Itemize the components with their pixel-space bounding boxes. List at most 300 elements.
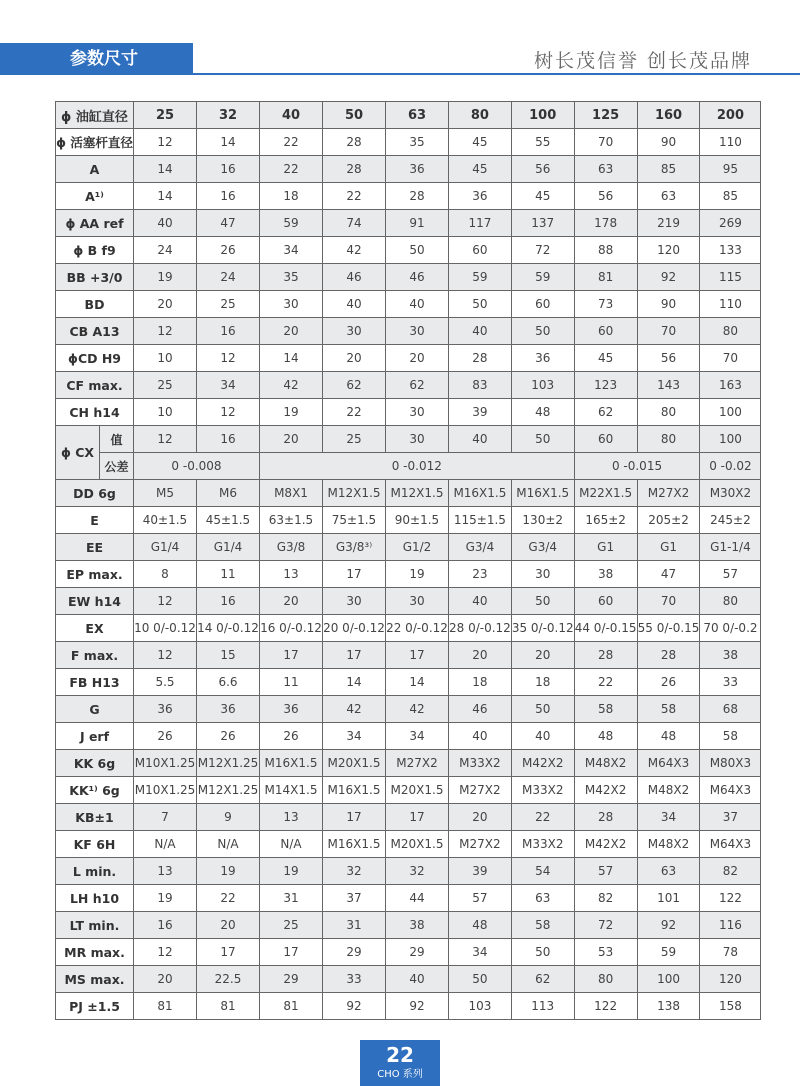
table-cell: 163: [700, 372, 761, 399]
table-cell: 22: [260, 156, 323, 183]
row-label: ϕCD H9: [56, 345, 134, 372]
table-cell: 100: [700, 399, 761, 426]
table-cell: 40: [386, 291, 449, 318]
row-label: E: [56, 507, 134, 534]
table-cell: 36: [197, 696, 260, 723]
table-cell: 56: [637, 345, 700, 372]
table-cell: G1: [637, 534, 700, 561]
table-cell: 38: [700, 642, 761, 669]
table-cell: 46: [386, 264, 449, 291]
table-cell: 22 0/-0.12: [386, 615, 449, 642]
table-cell: 158: [700, 993, 761, 1020]
table-cell: 30: [323, 588, 386, 615]
table-cell: 100: [637, 966, 700, 993]
spec-table-body: [56, 102, 761, 1020]
table-cell: 47: [637, 561, 700, 588]
table-cell: 133: [700, 237, 761, 264]
table-cell: M64X3: [700, 777, 761, 804]
table-row: [56, 669, 761, 696]
table-cell: M8X1: [260, 480, 323, 507]
table-cell: 92: [637, 264, 700, 291]
table-cell: 56: [511, 156, 574, 183]
table-row: [56, 480, 761, 507]
table-cell: 53: [574, 939, 637, 966]
table-row: [56, 318, 761, 345]
table-cell: 34: [260, 237, 323, 264]
table-cell: 20: [134, 291, 197, 318]
series-label: CHO 系列: [377, 1069, 423, 1080]
table-cell: N/A: [260, 831, 323, 858]
table-row: [56, 534, 761, 561]
table-cell: 82: [574, 885, 637, 912]
table-cell: 20: [449, 642, 512, 669]
table-cell: 30: [260, 291, 323, 318]
table-cell: 20: [386, 345, 449, 372]
table-cell: 20: [197, 912, 260, 939]
table-row: [56, 750, 761, 777]
table-cell: 17: [386, 804, 449, 831]
table-cell: 116: [700, 912, 761, 939]
table-cell: 165±2: [574, 507, 637, 534]
table-cell: 22: [197, 885, 260, 912]
table-cell: 269: [700, 210, 761, 237]
table-cell: 59: [637, 939, 700, 966]
row-label: EP max.: [56, 561, 134, 588]
table-cell: 20 0/-0.12: [323, 615, 386, 642]
table-cell: 143: [637, 372, 700, 399]
table-cell: 26: [197, 237, 260, 264]
table-cell: M16X1.5: [323, 777, 386, 804]
table-cell: 81: [260, 993, 323, 1020]
table-cell: 35: [260, 264, 323, 291]
row-label: LH h10: [56, 885, 134, 912]
table-cell: M10X1.25: [134, 777, 197, 804]
table-cell: 57: [574, 858, 637, 885]
table-cell: 12: [134, 318, 197, 345]
table-row: [56, 210, 761, 237]
table-cell: M14X1.5: [260, 777, 323, 804]
table-cell: 36: [260, 696, 323, 723]
row-label: G: [56, 696, 134, 723]
table-cell: G3/8³⁾: [323, 534, 386, 561]
table-cell: 60: [574, 588, 637, 615]
table-cell: 45±1.5: [197, 507, 260, 534]
table-cell: 91: [386, 210, 449, 237]
table-cell: 63: [637, 858, 700, 885]
table-cell: 70: [637, 588, 700, 615]
table-row: [56, 939, 761, 966]
table-cell: 19: [260, 858, 323, 885]
table-cell: 45: [449, 156, 512, 183]
table-row: [56, 885, 761, 912]
table-row: [56, 291, 761, 318]
table-cell: 14: [323, 669, 386, 696]
table-cell: G3/8: [260, 534, 323, 561]
table-row: [56, 993, 761, 1020]
table-cell: M16X1.5: [449, 480, 512, 507]
table-row: [56, 507, 761, 534]
table-cell: 34: [637, 804, 700, 831]
row-label: L min.: [56, 858, 134, 885]
table-cell: 125: [574, 102, 637, 129]
table-cell: 205±2: [637, 507, 700, 534]
table-row: [56, 858, 761, 885]
table-cell: 16: [197, 156, 260, 183]
table-cell: 36: [449, 183, 512, 210]
table-cell: 103: [511, 372, 574, 399]
table-cell: M30X2: [700, 480, 761, 507]
table-cell: 58: [700, 723, 761, 750]
table-cell: 32: [386, 858, 449, 885]
table-cell: G1: [574, 534, 637, 561]
table-cell: 50: [511, 696, 574, 723]
table-cell: 46: [449, 696, 512, 723]
table-cell: 28: [386, 183, 449, 210]
row-label: KF 6H: [56, 831, 134, 858]
table-row: [56, 777, 761, 804]
table-cell: 78: [700, 939, 761, 966]
table-cell: 29: [386, 939, 449, 966]
table-cell: 12: [134, 642, 197, 669]
table-cell: 200: [700, 102, 761, 129]
table-cell: M27X2: [386, 750, 449, 777]
table-row: [56, 426, 761, 453]
table-cell: 60: [574, 426, 637, 453]
table-cell: 14 0/-0.12: [197, 615, 260, 642]
table-cell: 20: [449, 804, 512, 831]
table-cell: M12X1.25: [197, 777, 260, 804]
table-cell: 92: [637, 912, 700, 939]
table-cell: M12X1.5: [386, 480, 449, 507]
table-cell: 57: [700, 561, 761, 588]
table-cell: 60: [449, 237, 512, 264]
table-cell: 25: [197, 291, 260, 318]
table-cell: 11: [197, 561, 260, 588]
table-cell: 95: [700, 156, 761, 183]
table-cell: 59: [449, 264, 512, 291]
table-cell: 0 -0.008: [134, 453, 260, 480]
table-cell: 20: [323, 345, 386, 372]
table-cell: 12: [134, 939, 197, 966]
table-cell: 34: [386, 723, 449, 750]
table-row: [56, 561, 761, 588]
row-label: MS max.: [56, 966, 134, 993]
table-cell: 100: [511, 102, 574, 129]
table-cell: 117: [449, 210, 512, 237]
table-cell: 26: [197, 723, 260, 750]
table-cell: 12: [134, 426, 197, 453]
table-cell: M33X2: [511, 831, 574, 858]
table-cell: 113: [511, 993, 574, 1020]
table-cell: 50: [511, 426, 574, 453]
table-cell: G1/2: [386, 534, 449, 561]
table-cell: 24: [134, 237, 197, 264]
table-row: [56, 588, 761, 615]
table-cell: M48X2: [637, 831, 700, 858]
table-row: [56, 237, 761, 264]
table-row: [56, 912, 761, 939]
row-label: EW h14: [56, 588, 134, 615]
table-cell: 22: [511, 804, 574, 831]
table-cell: 20: [134, 966, 197, 993]
spec-table: [55, 101, 761, 1020]
table-cell: 40: [449, 588, 512, 615]
table-cell: 30: [386, 399, 449, 426]
table-cell: 13: [260, 804, 323, 831]
table-cell: 92: [386, 993, 449, 1020]
row-label: EE: [56, 534, 134, 561]
table-cell: 42: [260, 372, 323, 399]
table-cell: 17: [197, 939, 260, 966]
table-cell: 60: [574, 318, 637, 345]
table-cell: 14: [260, 345, 323, 372]
table-cell: N/A: [134, 831, 197, 858]
table-cell: 115±1.5: [449, 507, 512, 534]
table-cell: 122: [700, 885, 761, 912]
row-label: EX: [56, 615, 134, 642]
row-label: CF max.: [56, 372, 134, 399]
table-cell: 14: [386, 669, 449, 696]
table-cell: 55 0/-0.15: [637, 615, 700, 642]
row-label: F max.: [56, 642, 134, 669]
table-cell: 122: [574, 993, 637, 1020]
table-cell: 11: [260, 669, 323, 696]
table-cell: 28: [637, 642, 700, 669]
table-cell: 22: [323, 399, 386, 426]
table-cell: M64X3: [700, 831, 761, 858]
slogan: 树长茂信誉 创长茂品牌: [533, 50, 752, 72]
row-label: MR max.: [56, 939, 134, 966]
table-cell: 59: [260, 210, 323, 237]
table-cell: 138: [637, 993, 700, 1020]
table-cell: 0 -0.015: [574, 453, 700, 480]
table-cell: 13: [260, 561, 323, 588]
row-label: J erf: [56, 723, 134, 750]
table-row: [56, 615, 761, 642]
table-cell: 59: [511, 264, 574, 291]
table-cell: 10 0/-0.12: [134, 615, 197, 642]
table-cell: 42: [386, 696, 449, 723]
table-cell: M5: [134, 480, 197, 507]
table-cell: 44: [386, 885, 449, 912]
row-label: ϕ AA ref: [56, 210, 134, 237]
table-cell: 28: [449, 345, 512, 372]
table-cell: 29: [323, 939, 386, 966]
table-cell: 75±1.5: [323, 507, 386, 534]
table-cell: 22: [574, 669, 637, 696]
table-cell: 25: [134, 372, 197, 399]
table-cell: 40: [260, 102, 323, 129]
table-cell: 32: [197, 102, 260, 129]
table-cell: 70 0/-0.2: [700, 615, 761, 642]
table-cell: 55: [511, 129, 574, 156]
table-row: [56, 372, 761, 399]
table-cell: 50: [323, 102, 386, 129]
table-cell: 12: [197, 345, 260, 372]
row-label: KB±1: [56, 804, 134, 831]
table-cell: 83: [449, 372, 512, 399]
table-cell: 30: [323, 318, 386, 345]
table-cell: M80X3: [700, 750, 761, 777]
table-cell: 40: [323, 291, 386, 318]
table-cell: 34: [449, 939, 512, 966]
table-cell: 80: [700, 588, 761, 615]
table-cell: 10: [134, 399, 197, 426]
row-label: FB H13: [56, 669, 134, 696]
table-cell: 60: [511, 291, 574, 318]
table-cell: 36: [386, 156, 449, 183]
table-cell: M64X3: [637, 750, 700, 777]
table-cell: 45: [511, 183, 574, 210]
table-cell: 74: [323, 210, 386, 237]
table-cell: 7: [134, 804, 197, 831]
table-cell: 72: [574, 912, 637, 939]
table-cell: 19: [386, 561, 449, 588]
table-cell: 28: [574, 642, 637, 669]
row-label: CH h14: [56, 399, 134, 426]
table-cell: 103: [449, 993, 512, 1020]
table-cell: 26: [134, 723, 197, 750]
table-cell: 28 0/-0.12: [449, 615, 512, 642]
table-cell: 35 0/-0.12: [511, 615, 574, 642]
table-cell: 81: [574, 264, 637, 291]
table-cell: M22X1.5: [574, 480, 637, 507]
table-cell: M48X2: [574, 750, 637, 777]
table-cell: 26: [260, 723, 323, 750]
table-cell: 28: [323, 129, 386, 156]
table-cell: 15: [197, 642, 260, 669]
row-label: ϕ 活塞杆直径: [56, 129, 134, 156]
table-cell: 28: [323, 156, 386, 183]
table-cell: 50: [386, 237, 449, 264]
table-cell: 16: [197, 318, 260, 345]
table-cell: M12X1.5: [323, 480, 386, 507]
table-cell: 39: [449, 858, 512, 885]
table-cell: 30: [386, 426, 449, 453]
table-cell: 19: [134, 885, 197, 912]
table-cell: 47: [197, 210, 260, 237]
table-cell: 16: [197, 588, 260, 615]
row-label: BB +3/0: [56, 264, 134, 291]
table-cell: 25: [260, 912, 323, 939]
table-cell: 31: [260, 885, 323, 912]
table-cell: 12: [197, 399, 260, 426]
table-cell: 16: [197, 426, 260, 453]
table-cell: 13: [134, 858, 197, 885]
table-cell: M6: [197, 480, 260, 507]
table-cell: 34: [197, 372, 260, 399]
table-cell: M20X1.5: [386, 777, 449, 804]
table-cell: 40: [386, 966, 449, 993]
table-cell: 90: [637, 291, 700, 318]
table-cell: 48: [637, 723, 700, 750]
table-cell: 17: [323, 642, 386, 669]
table-cell: 88: [574, 237, 637, 264]
table-cell: 50: [511, 318, 574, 345]
table-cell: 18: [511, 669, 574, 696]
table-cell: 30: [386, 318, 449, 345]
row-label: A: [56, 156, 134, 183]
table-cell: 58: [574, 696, 637, 723]
table-cell: 24: [197, 264, 260, 291]
table-cell: 17: [323, 804, 386, 831]
table-cell: 42: [323, 696, 386, 723]
table-cell: 18: [449, 669, 512, 696]
table-cell: 30: [511, 561, 574, 588]
table-header-row: [56, 102, 761, 129]
table-cell: G3/4: [449, 534, 512, 561]
table-cell: 18: [260, 183, 323, 210]
table-row: [56, 264, 761, 291]
table-cell: 0 -0.02: [700, 453, 761, 480]
table-cell: 73: [574, 291, 637, 318]
table-cell: 120: [700, 966, 761, 993]
table-cell: 62: [323, 372, 386, 399]
table-cell: 80: [449, 102, 512, 129]
table-cell: 56: [574, 183, 637, 210]
table-cell: 9: [197, 804, 260, 831]
table-cell: 130±2: [511, 507, 574, 534]
section-title: 参数尺寸: [0, 43, 193, 75]
table-cell: G3/4: [511, 534, 574, 561]
table-cell: 37: [323, 885, 386, 912]
table-cell: 58: [511, 912, 574, 939]
table-row: [56, 642, 761, 669]
table-cell: 17: [386, 642, 449, 669]
table-cell: 50: [449, 291, 512, 318]
table-cell: 22: [323, 183, 386, 210]
page-footer: [360, 1040, 440, 1086]
table-cell: 81: [134, 993, 197, 1020]
table-cell: 80: [574, 966, 637, 993]
table-cell: 62: [386, 372, 449, 399]
table-cell: M16X1.5: [260, 750, 323, 777]
table-cell: 40: [449, 723, 512, 750]
table-cell: M42X2: [574, 831, 637, 858]
table-cell: 32: [323, 858, 386, 885]
table-cell: 26: [637, 669, 700, 696]
table-cell: 54: [511, 858, 574, 885]
table-cell: M27X2: [637, 480, 700, 507]
row-label: KK 6g: [56, 750, 134, 777]
table-cell: 10: [134, 345, 197, 372]
table-cell: 30: [386, 588, 449, 615]
table-cell: 178: [574, 210, 637, 237]
table-cell: 5.5: [134, 669, 197, 696]
table-cell: 137: [511, 210, 574, 237]
table-cell: 19: [260, 399, 323, 426]
table-cell: 8: [134, 561, 197, 588]
table-cell: M12X1.25: [197, 750, 260, 777]
table-cell: 17: [323, 561, 386, 588]
table-cell: 50: [511, 588, 574, 615]
table-cell: 81: [197, 993, 260, 1020]
table-cell: 23: [449, 561, 512, 588]
table-cell: 63: [637, 183, 700, 210]
table-cell: 123: [574, 372, 637, 399]
table-cell: 110: [700, 129, 761, 156]
table-cell: 63: [386, 102, 449, 129]
table-cell: N/A: [197, 831, 260, 858]
table-row: [56, 966, 761, 993]
table-cell: 100: [700, 426, 761, 453]
table-cell: 14: [197, 129, 260, 156]
table-cell: 48: [449, 912, 512, 939]
table-cell: 40: [134, 210, 197, 237]
row-label: BD: [56, 291, 134, 318]
table-cell: 120: [637, 237, 700, 264]
table-cell: 63: [511, 885, 574, 912]
